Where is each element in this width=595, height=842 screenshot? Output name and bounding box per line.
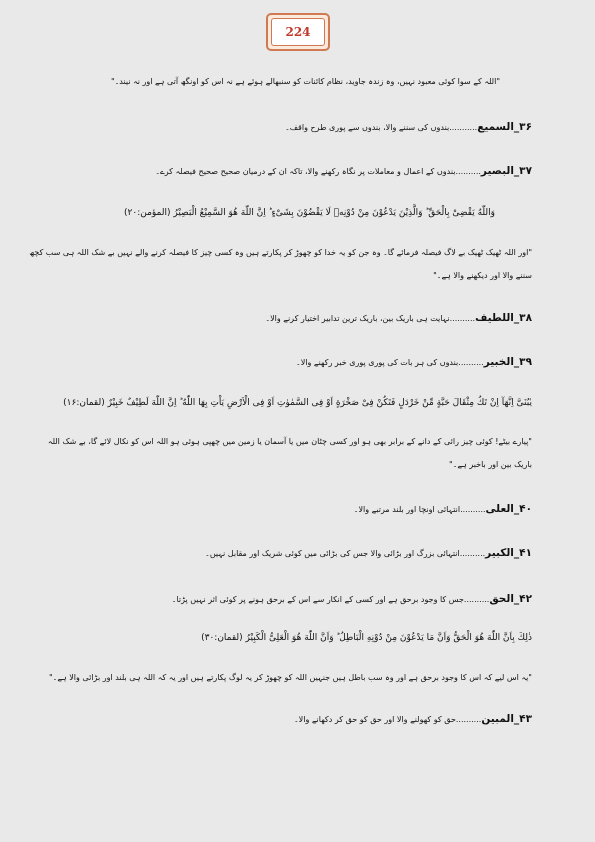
entry-dash: _ [513,713,520,725]
entry-number: ۳۸ [519,312,532,324]
name-entry-43 [294,713,532,726]
translation-39-line-1: "پیارے بیٹے! کوئی چیز رائی کے دانے کے برابر بھی ہو اور کسی چٹان میں یا آسمان یا زمین میں چھپی ہوئی ہو اللہ اس کو نکال لائے گا، بے شک اللہ [47,437,532,446]
verse-translation-line: "اللہ کے سوا کوئی معبود نہیں، وہ زندہ جاوید، نظام کائنات کو سنبھالے ہوئے ہے نہ اس کو اونگھ آتی ہے اور نہ نیند۔" [110,77,500,86]
entry-term: الحق [489,593,514,605]
entry-number: ۳۷ [519,165,532,177]
name-entry-40 [354,503,532,516]
entry-description: ..........انتہائی اونچا اور بلند مرتبے والا۔ [353,505,486,514]
entry-number: ۴۰ [519,503,532,515]
entry-description: ...........بندوں کی سننے والا، بندوں سے پوری طرح واقف۔ [285,123,478,132]
entry-number: ۳۶ [519,121,532,133]
entry-dash: _ [513,121,520,133]
entry-dash: _ [513,356,520,368]
entry-dash: _ [513,165,520,177]
name-entry-42 [172,593,532,606]
name-entry-39 [296,356,532,369]
quran-verse-42: ذٰلِكَ بِاَنَّ اللّٰهَ هُوَ الْحَقُّ وَاَنَّ مَا يَدْعُوْنَ مِنْ دُوْنِهِ الْبَاطِلُ ؕ وَاَنَّ اللّٰهَ هُوَ الْعَلِىُّ الْكَبِيْرُ (لقمان:۳۰) [201,633,532,643]
entry-dash: _ [513,503,520,515]
entry-description: ..........نہایت ہی باریک بین، باریک ترین تدابیر اختیار کرنے والا۔ [265,314,476,323]
entry-number: ۴۱ [519,547,532,559]
entry-term: السمیع [477,121,514,133]
name-entry-38 [265,312,532,325]
entry-description: ..........حق کو کھولنے والا اور حق کو حق کر دکھانے والا۔ [293,715,482,724]
entry-description: ..........جس کا وجود برحق ہے اور کسی کے انکار سے اس کے برحق ہونے پر کوئی اثر نہیں پڑتا۔ [171,595,490,604]
entry-dash: _ [513,547,520,559]
page-number: 224 [271,18,325,46]
entry-number: ۳۹ [519,356,532,368]
entry-term: البصیر [480,165,514,177]
entry-term: الخبیر [483,356,514,368]
entry-description: ..........بندوں کی ہر بات کی پوری پوری خبر رکھنے والا۔ [296,358,484,367]
entry-dash: _ [513,593,520,605]
entry-description: ..........انتہائی بزرگ اور بڑائی والا جس کی بڑائی میں کوئی شریک اور مقابل نہیں۔ [205,549,486,558]
entry-dash: _ [513,312,520,324]
quran-verse-37: وَاللّٰهُ يَقْضِىْ بِالْحَقِّ ؕ وَالَّذِيْنَ يَدْعُوْنَ مِنْ دُوْنِهٖ لَا يَقْضُوْنَ بِشَىْءٍ ؕ اِنَّ اللّٰهَ هُوَ السَّمِيْعُ الْبَصِيْرُ (المؤمن:۲۰) [124,208,495,218]
entry-term: اللطیف [475,312,514,324]
entry-number: ۴۲ [519,593,532,605]
translation-39-line-2: باریک بین اور باخبر ہے۔" [449,460,532,469]
entry-term: العلی [485,503,514,515]
translation-37-line-2: سننے والا اور دیکھنے والا ہے۔" [433,271,532,280]
translation-42-line: "یہ اس لیے کہ اس کا وجود برحق ہے اور وہ سب باطل ہیں جنہیں اللہ کو چھوڑ کر یہ لوگ پکارتے ہیں اور یہ کہ اللہ ہی بلند اور بڑائی والا ہے۔" [48,673,532,682]
name-entry-41 [205,547,532,560]
entry-description: ..........بندوں کے اعمال و معاملات پر نگاہ رکھنے والا، تاکہ ان کے درمیان صحیح صحیح فیصلہ کرے۔ [155,167,481,176]
entry-term: المبین [481,713,514,725]
translation-37-line-1: "اور اللہ ٹھیک ٹھیک بے لاگ فیصلہ فرمائے گا۔ وہ جن کو یہ خدا کو چھوڑ کر پکارتے ہیں وہ کسی چیز کا فیصلہ کرنے والے نہیں بے شک اللہ ہی سب کچھ [29,248,532,257]
name-entry-36 [285,121,532,134]
page-number-frame [266,13,330,51]
entry-number: ۴۳ [519,713,532,725]
entry-term: الکبیر [485,547,514,559]
quran-verse-39: يٰبُنَىَّ اِنَّهَآ اِنْ تَكُ مِثْقَالَ حَبَّةٍ مِّنْ خَرْدَلٍ فَتَكُنْ فِىْ صَخْرَةٍ اَوْ فِى السَّمٰوٰتِ اَوْ فِى الْاَرْضِ يَاْتِ بِهَا اللّٰهُ ؕ اِنَّ اللّٰهَ لَطِيْفٌ خَبِيْرٌ (لقمان:۱۶) [63,398,532,408]
name-entry-37 [155,165,532,178]
